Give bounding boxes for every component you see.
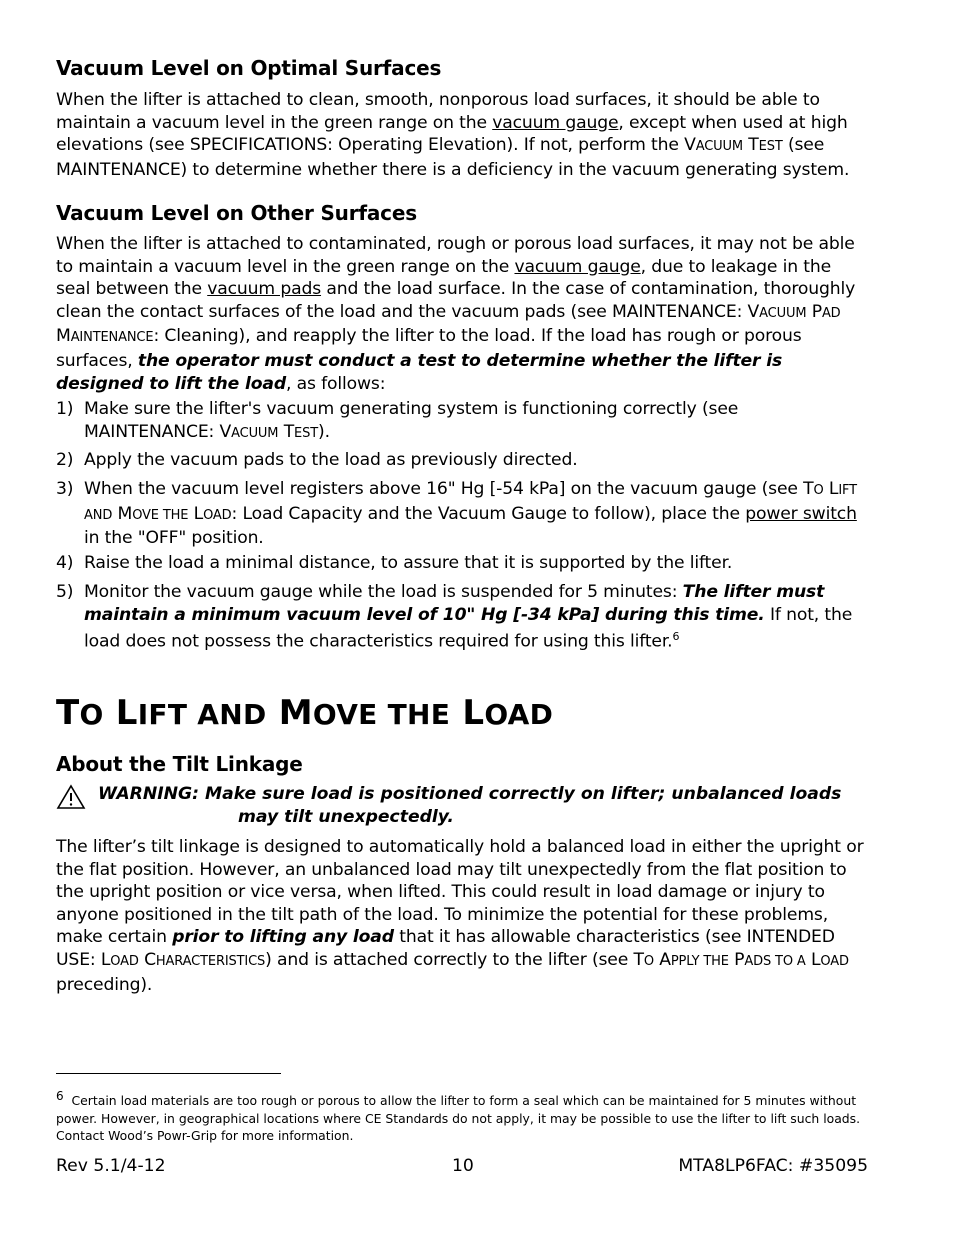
paragraph-tilt-linkage: The lifter’s tilt linkage is designed to automatically hold a balanced load in either the upright or the flat position. However, an unbalanced load may tilt unexpectedly from the flat position to the upright position or vice versa, when lifted. This could result in load damage or injury to anyone positioned in the tilt path of the load. To minimize the potential for these problems, make certain prior to lifting any load that it has allowable characteristics (see INTENDED USE: LOAD CHARACTERISTICS) and is attached correctly to the lifter (see TO APPLY THE PADS TO A LOAD preceding). <box>56 837 864 995</box>
footnote-ref[interactable]: 6 <box>672 630 680 644</box>
list-item: 2) Apply the vacuum pads to the load as previously directed. <box>56 450 578 470</box>
list-item: 5) Monitor the vacuum gauge while the load is suspended for 5 minutes: The lifter must maintain a minimum vacuum level of 10" Hg [-34 kPa] during this time. If not, the load does not possess the characteristics required for using this lifter.$^6$ <box>56 582 853 652</box>
vacuum-gauge-link[interactable]: vacuum gauge <box>514 256 641 277</box>
footnote-divider <box>56 1073 281 1074</box>
warning-icon <box>56 784 86 810</box>
footer-revision: Rev 5.1/4-12 <box>56 1156 166 1176</box>
paragraph-other-surfaces: When the lifter is attached to contaminated, rough or porous load surfaces, it may not be able to maintain a vacuum level in the green range on the vacuum gauge, due to leakage in the seal between the vacuum pads and the load surface. In the case of contamination, thoroughly clean the contact surfaces of the load and the vacuum pads (see MAINTENANCE: VACUUM PAD MAINTENANCE: Cleaning), and reapply the lifter to the load. If the load has rough or porous surfaces, the operator must conduct a test to determine whether the lifter is designed to lift the load, as follows: <box>56 234 856 394</box>
list-item: 3) When the vacuum level registers above 16" Hg [-54 kPa] on the vacuum gauge (see TO LIFT AND MOVE THE LOAD: Load Capacity and the Vacuum Gauge to follow), place the power switch in the "OFF" position. <box>56 479 857 549</box>
vacuum-pads-link[interactable]: vacuum pads <box>207 279 322 300</box>
warning-text: WARNING: Make sure load is positioned correctly on lifter; unbalanced loads may tilt unexpectedly. <box>98 784 842 827</box>
heading-optimal-surfaces: Vacuum Level on Optimal Surfaces <box>56 56 442 80</box>
heading-other-surfaces: Vacuum Level on Other Surfaces <box>56 201 417 225</box>
power-switch-link[interactable]: power switch <box>745 503 857 524</box>
heading-tilt-linkage: About the Tilt Linkage <box>56 752 303 776</box>
paragraph-optimal-surfaces: When the lifter is attached to clean, smooth, nonporous load surfaces, it should be able to maintain a vacuum level in the green range on the vacuum gauge, except when used at high elevations (see SPECIFICATIONS: Operating Elevation). If not, perform the VACUUM TEST (see MAINTENANCE) to determine whether there is a deficiency in the vacuum generating system. <box>56 90 850 180</box>
footer-page-number: 10 <box>452 1156 474 1176</box>
footnote: $^6$ Certain load materials are too rough or porous to allow the lifter to form a seal which can be maintained for 5 minutes without power. However, in geographical locations where CE Standards do not apply, it may be possible to use the lifter to lift such loads. Contact Wood’s Powr-Grip for more information. <box>56 1089 861 1144</box>
vacuum-gauge-link[interactable]: vacuum gauge <box>492 112 619 133</box>
list-item: 4) Raise the load a minimal distance, to assure that it is supported by the lifter. <box>56 553 733 573</box>
heading-to-lift-and-move-the-load: TO LIFT AND MOVE THE LOAD <box>56 693 554 733</box>
footer-model-number: MTA8LP6FAC: #35095 <box>678 1156 868 1176</box>
list-item: 1) Make sure the lifter's vacuum generating system is functioning correctly (see MAINTENANCE: VACUUM TEST). <box>56 399 739 442</box>
